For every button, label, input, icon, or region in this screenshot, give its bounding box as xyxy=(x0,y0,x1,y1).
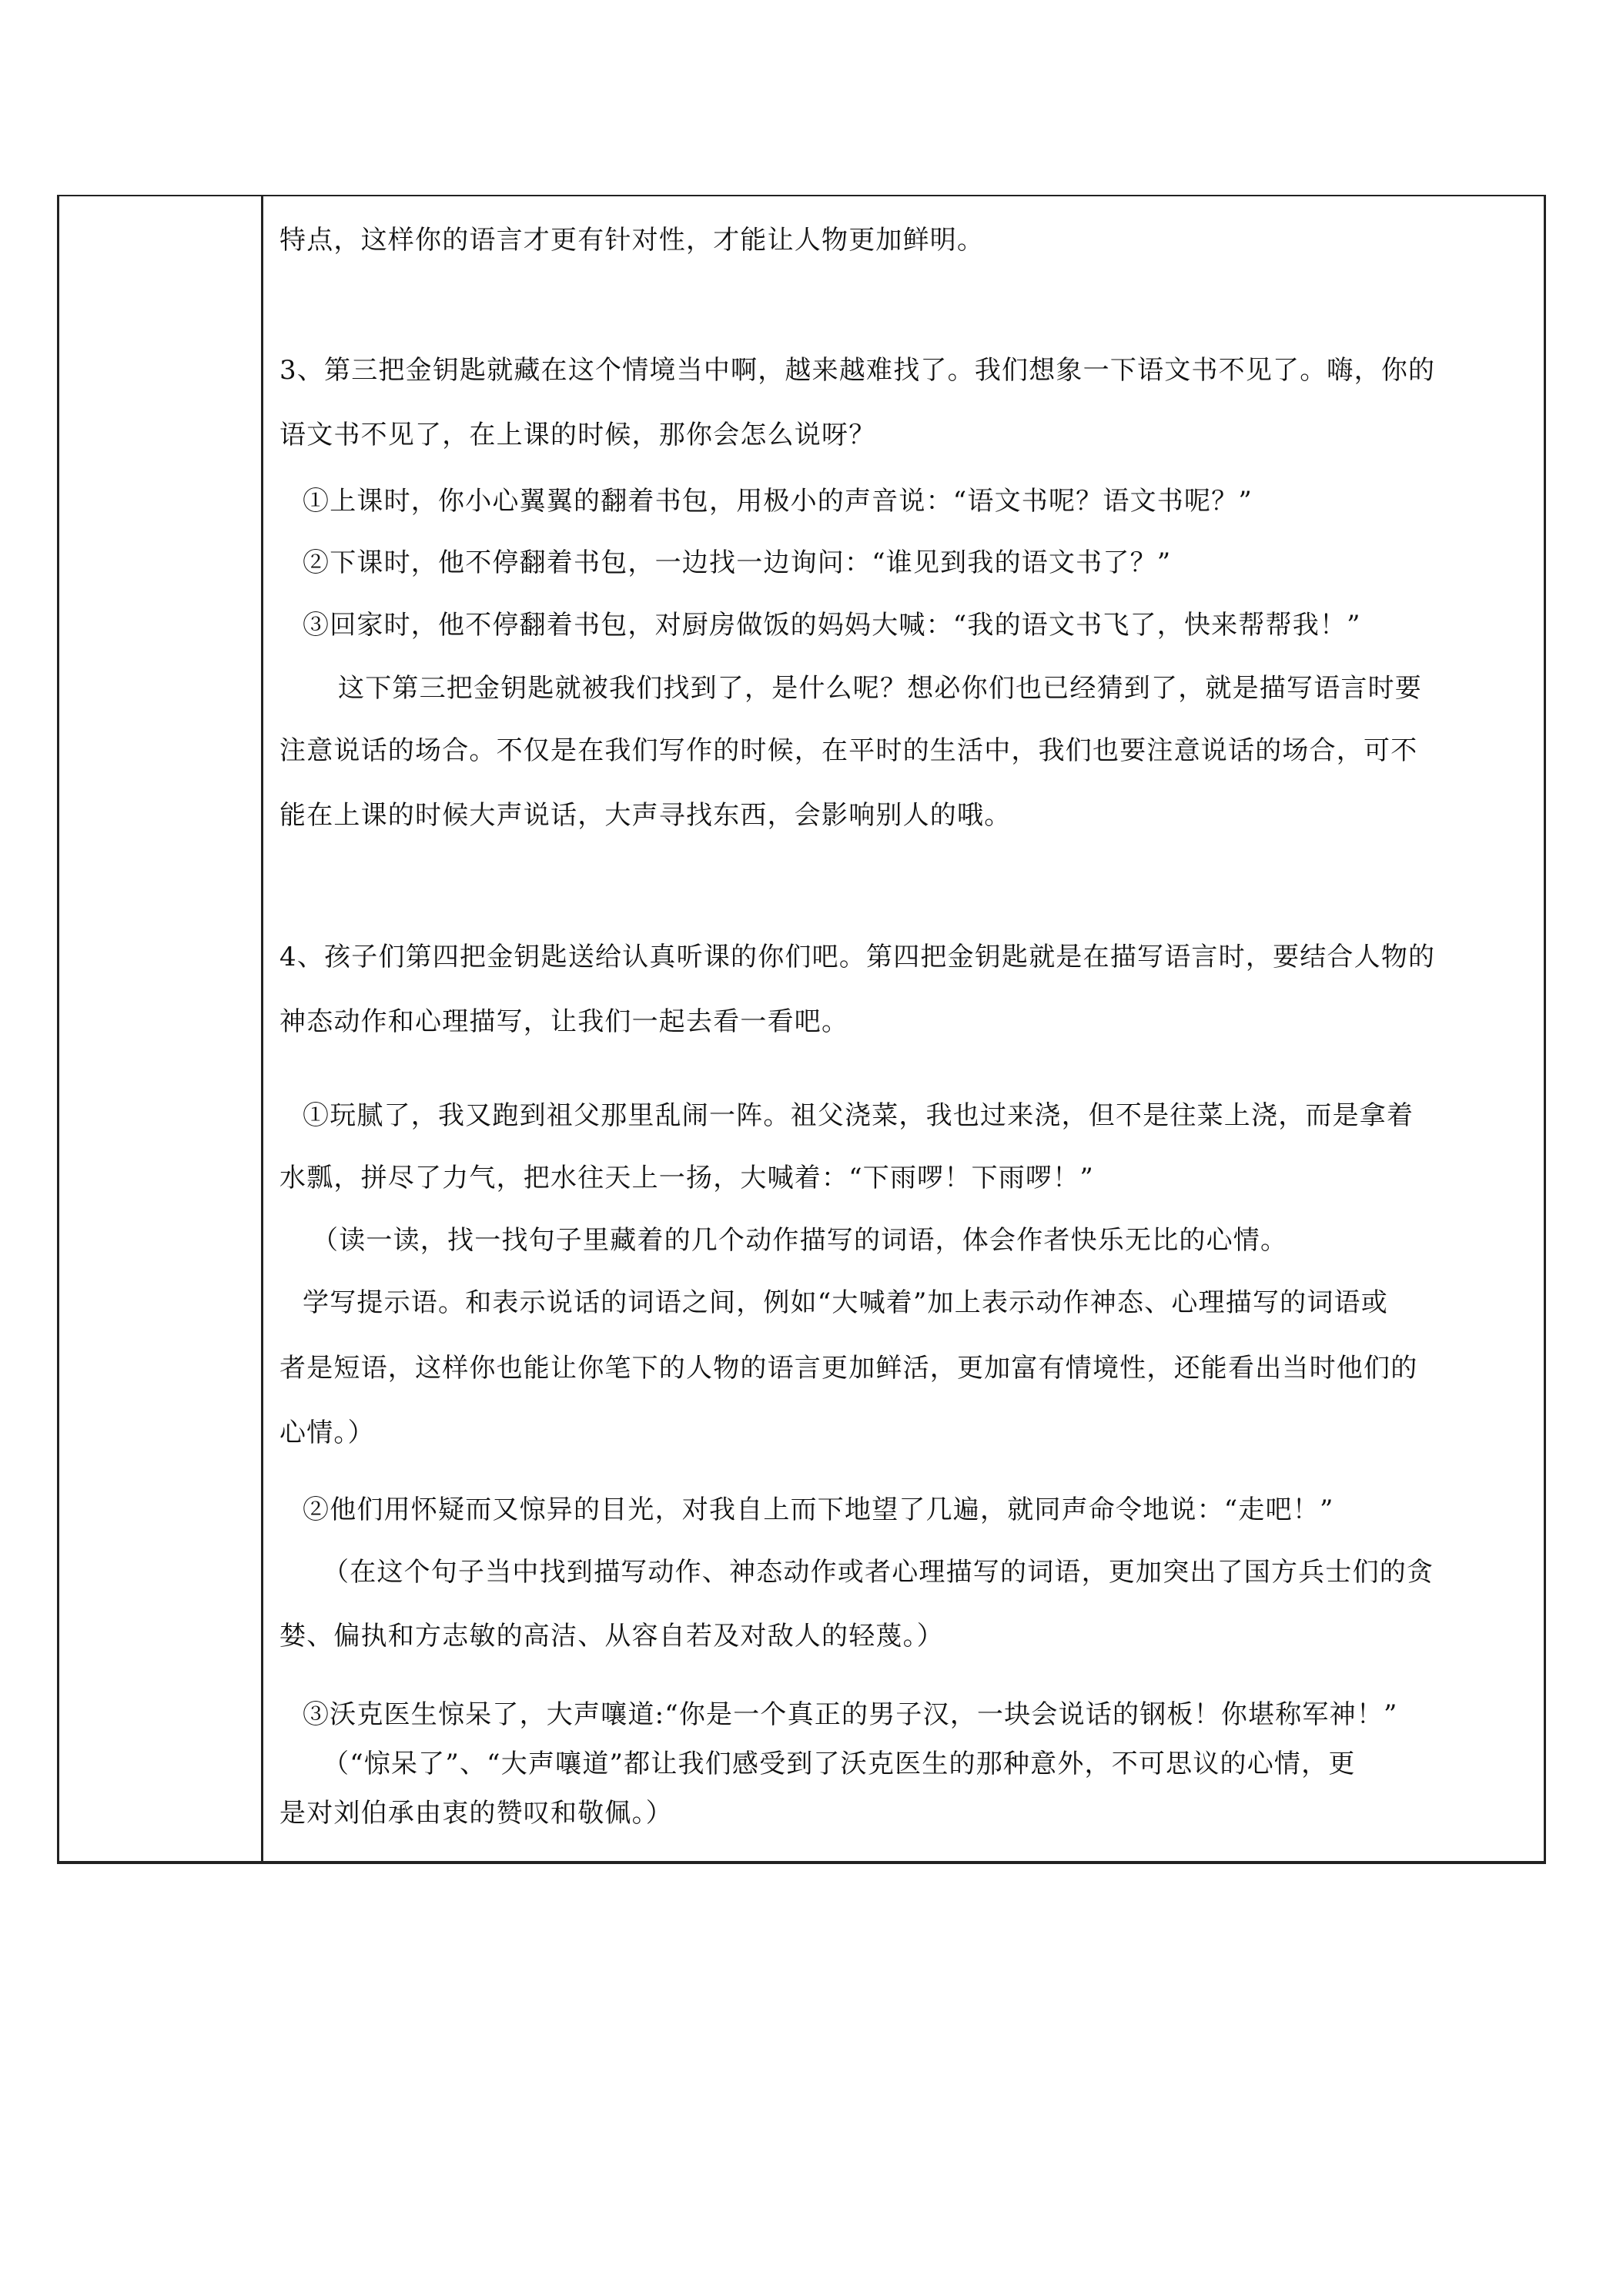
text-line: 者是短语，这样你也能让你笔下的人物的语言更加鲜活，更加富有情境性，还能看出当时他们的 xyxy=(279,1353,1418,1384)
text-line: 3、第三把金钥匙就藏在这个情境当中啊，越来越难找了。我们想象一下语文书不见了。嗨，你的 xyxy=(279,355,1436,386)
text-line: 这下第三把金钥匙就被我们找到了，是什么呢？想必你们也已经猜到了，就是描写语言时要 xyxy=(338,673,1422,704)
text-line: ①玩腻了，我又跑到祖父那里乱闹一阵。祖父浇菜，我也过来浇，但不是往菜上浇，而是拿着 xyxy=(303,1100,1414,1131)
text-line: ③沃克医生惊呆了，大声嚷道:“你是一个真正的男子汉，一块会说话的钢板！你堪称军神！” xyxy=(303,1699,1398,1730)
text-line: ①上课时，你小心翼翼的翻着书包，用极小的声音说：“语文书呢？语文书呢？” xyxy=(303,486,1253,517)
lesson-table xyxy=(57,195,1546,1864)
text-line: ③回家时，他不停翻着书包，对厨房做饭的妈妈大喊：“我的语文书飞了，快来帮帮我！” xyxy=(303,610,1361,641)
text-line: 水瓢，拼尽了力气，把水往天上一扬，大喊着：“下雨啰！下雨啰！” xyxy=(279,1163,1094,1193)
text-line: 神态动作和心理描写，让我们一起去看一看吧。 xyxy=(279,1006,849,1037)
text-line: （在这个句子当中找到描写动作、神态动作或者心理描写的词语，更加突出了国方兵士们的贪 xyxy=(323,1557,1434,1588)
text-line: ②下课时，他不停翻着书包，一边找一边询问：“谁见到我的语文书了？” xyxy=(303,547,1172,578)
text-line: 心情。） xyxy=(279,1417,375,1448)
text-line: 婪、偏执和方志敏的高洁、从容自若及对敌人的轻蔑。） xyxy=(279,1621,944,1652)
text-line: 注意说话的场合。不仅是在我们写作的时候，在平时的生活中，我们也要注意说话的场合，可不 xyxy=(279,735,1418,766)
table-left-cell xyxy=(59,196,263,1861)
text-line: 能在上课的时候大声说话，大声寻找东西，会影响别人的哦。 xyxy=(279,800,1012,831)
text-line: ②他们用怀疑而又惊异的目光，对我自上而下地望了几遍，就同声命令地说：“走吧！” xyxy=(303,1494,1334,1525)
text-line: （读一读，找一找句子里藏着的几个动作描写的词语，体会作者快乐无比的心情。 xyxy=(312,1225,1288,1256)
text-line: 特点，这样你的语言才更有针对性，才能让人物更加鲜明。 xyxy=(279,225,985,256)
text-line: 4、孩子们第四把金钥匙送给认真听课的你们吧。第四把金钥匙就是在描写语言时，要结合人物的 xyxy=(279,942,1436,972)
text-line: 学写提示语。和表示说话的词语之间，例如“大喊着”加上表示动作神态、心理描写的词语或 xyxy=(303,1287,1388,1318)
text-line: 语文书不见了，在上课的时候，那你会怎么说呀？ xyxy=(279,420,876,450)
text-line: 是对刘伯承由衷的赞叹和敬佩。） xyxy=(279,1798,673,1829)
text-line: （“惊呆了”、“大声嚷道”都让我们感受到了沃克医生的那种意外，不可思议的心情，更 xyxy=(323,1749,1356,1779)
